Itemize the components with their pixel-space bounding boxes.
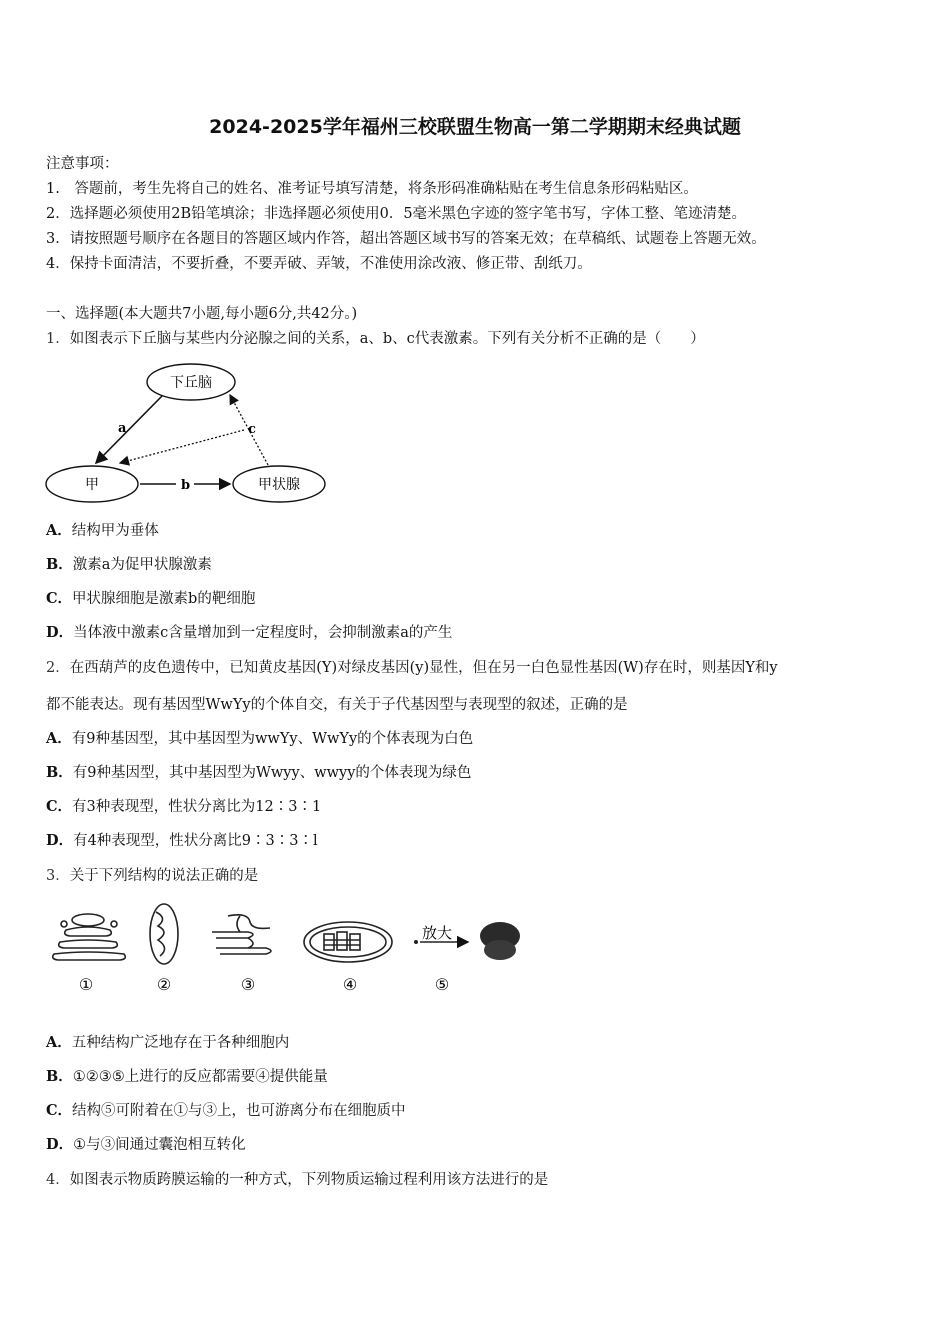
notice-heading: 注意事项： [46,156,119,172]
q1-option-c: C．甲状腺细胞是激素b的靶细胞 [46,590,256,607]
question-3-stem: 3．关于下列结构的说法正确的是 [46,868,259,884]
q3-option-b: B．①②③⑤上进行的反应都需要④提供能量 [46,1068,328,1085]
node-jia-label: 甲 [85,477,99,493]
label-c: c [248,422,256,437]
figure-label-2: ② [156,975,172,994]
q2-option-d: D．有4种表现型，性状分离比9∶3∶3∶l [46,832,318,849]
q2-option-a: A．有9种基因型，其中基因型为wwYy、WwYy的个体表现为白色 [46,730,474,747]
q2-option-c: C．有3种表现型，性状分离比为12∶3∶1 [46,798,322,815]
q2-option-b: B．有9种基因型，其中基因型为Wwyy、wwyy的个体表现为绿色 [46,764,472,781]
organelles-figure [44,898,534,1003]
question-number: 1． [46,331,70,347]
q3-option-a: A．五种结构广泛地存在于各种细胞内 [46,1034,290,1051]
question-2-stem-line2: 都不能表达。现有基因型WwYy的个体自交，有关于子代基因型与表现型的叙述，正确的是 [46,697,628,713]
question-number: 2． [46,660,70,676]
question-number: 3． [46,868,70,884]
notice-item-2: 2．选择题必须使用2B铅笔填涂；非选择题必须使用0．5毫米黑色字迹的签字笔书写，字体工整、笔迹清楚。 [46,206,747,222]
page-title: 2024-2025学年福州三校联盟生物高一第二学期期末经典试题 [209,116,741,138]
question-1-stem [46,327,705,348]
er-icon [212,915,271,954]
arrow-c-left [120,430,244,463]
label-b: b [181,478,191,493]
q3-option-c: C．结构⑤可附着在①与③上，也可游离分布在细胞质中 [46,1102,406,1119]
q3-option-d: D．①与③间通过囊泡相互转化 [46,1136,246,1153]
notice-item-3: 3．请按照题号顺序在各题目的答题区域内作答，超出答题区域书写的答案无效；在草稿纸、试题卷上答题无效。 [46,231,766,247]
q1-option-b: B．激素a为促甲状腺激素 [46,556,212,573]
ribosome-icon [480,922,520,960]
question-text: 如图表示下丘脑与某些内分泌腺之间的关系，a、b、c代表激素。下列有关分析不正确的是（ ） [69,331,705,347]
mitochondrion-icon [150,904,178,964]
figure-label-3: ③ [240,975,256,994]
hormone-regulation-diagram [44,360,334,510]
question-number: 4． [46,1172,70,1188]
node-thyroid-label: 甲状腺 [258,477,300,493]
notice-item-4: 4．保持卡面清洁，不要折叠，不要弄破、弄皱，不准使用涂改液、修正带、刮纸刀。 [46,256,592,272]
arrow-a [96,396,162,463]
question-4-stem: 4．如图表示物质跨膜运输的一种方式，下列物质运输过程利用该方法进行的是 [46,1172,549,1188]
chloroplast-icon [304,922,392,962]
figure-label-1: ① [78,975,94,994]
section-heading: 一、选择题(本大题共7小题,每小题6分,共42分。) [46,306,358,322]
zoom-arrow-label: 放大 [422,924,453,942]
golgi-icon [53,914,126,960]
question-2-stem-line1: 2．在西葫芦的皮色遗传中，已知黄皮基因(Y)对绿皮基因(y)显性，但在另一白色显性基因(W)存在时，则基因Y和y [46,660,778,676]
q1-option-a: A．结构甲为垂体 [46,522,159,539]
figure-label-4: ④ [342,975,358,994]
figure-label-5: ⑤ [434,975,450,994]
notice-item-1: 1. 答题前，考生先将自己的姓名、准考证号填写清楚，将条形码准确粘贴在考生信息条形码粘贴区。 [46,181,698,197]
node-hypothalamus-label: 下丘脑 [170,375,212,391]
dot-icon [414,940,418,944]
q1-option-d: D．当体液中激素c含量增加到一定程度时，会抑制激素a的产生 [46,624,453,641]
label-a: a [118,421,127,436]
